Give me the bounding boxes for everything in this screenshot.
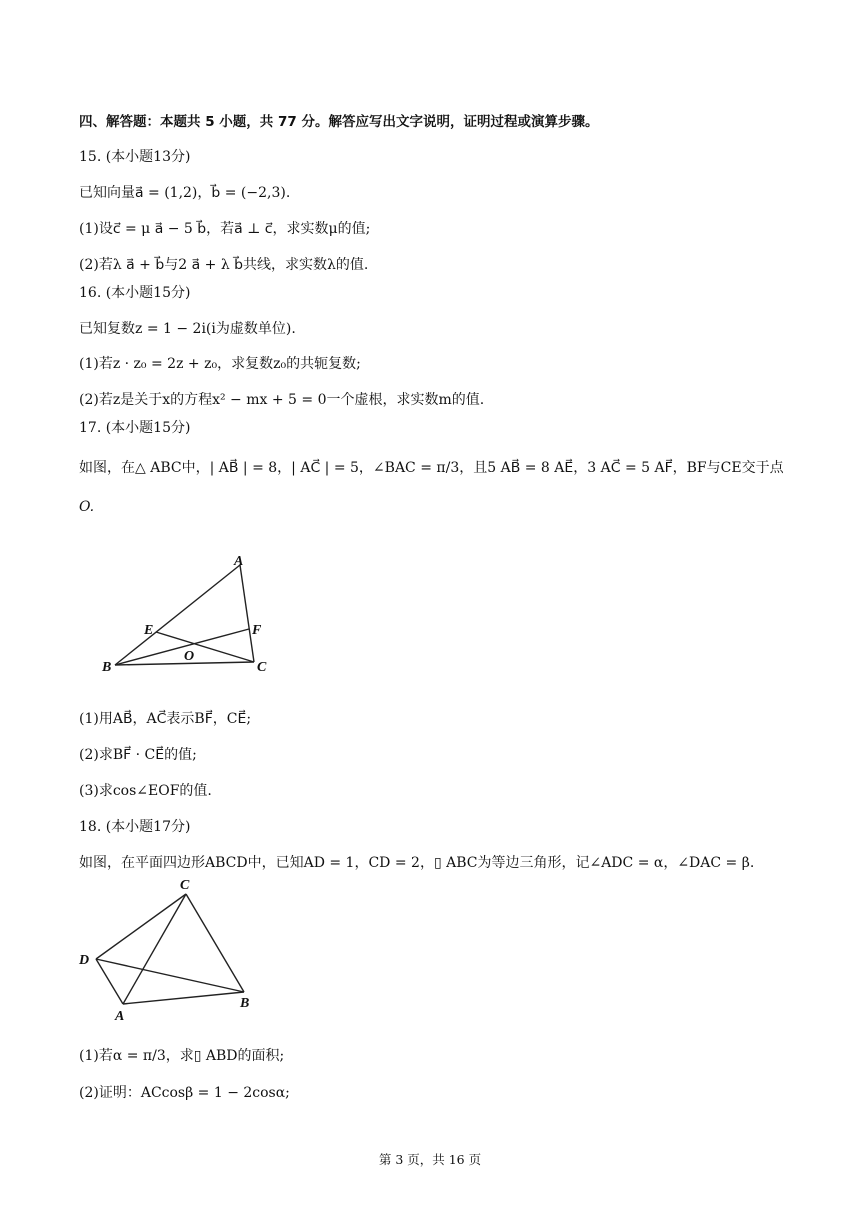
quadrilateral-abcd-figure: [74, 874, 264, 1024]
problem-16-header: 16. (本小题15分): [79, 285, 191, 301]
label-e: E: [144, 623, 154, 638]
problem-18-stem: 如图，在平面四边形ABCD中，已知AD = 1，CD = 2，▯ ABC为等边三角形，记∠ADC = α，∠DAC = β.: [79, 855, 755, 871]
label-o: O: [184, 649, 195, 664]
problem-17-part-2: (2)求BF⃗ · CE⃗的值;: [79, 747, 197, 763]
label-b: B: [102, 660, 112, 675]
label-d: D: [79, 953, 90, 968]
problem-17-stem: 如图，在△ ABC中，| AB⃗ | = 8，| AC⃗ | = 5，∠BAC = π/3，且5 AB⃗ = 8 AE⃗，3 AC⃗ = 5 AF⃗，BF与CE交于点: [79, 460, 784, 476]
problem-15-part-1: (1)设c⃗ = μ a⃗ − 5 b⃗，若a⃗ ⊥ c⃗，求实数μ的值;: [79, 221, 371, 237]
problem-16-part-2: (2)若z是关于x的方程x² − mx + 5 = 0一个虚根，求实数m的值.: [79, 392, 485, 408]
label-c: C: [257, 660, 267, 675]
label-a: A: [234, 554, 244, 569]
problem-18-part-2: (2)证明：ACcosβ = 1 − 2cosα;: [79, 1085, 290, 1101]
problem-15-header: 15. (本小题13分): [79, 149, 191, 165]
problem-17-part-1: (1)用AB⃗，AC⃗表示BF⃗，CE⃗;: [79, 711, 252, 727]
label-c: C: [180, 878, 190, 893]
problem-17-stem-cont: O.: [79, 499, 95, 515]
problem-18-part-1: (1)若α = π/3，求▯ ABD的面积;: [79, 1048, 285, 1064]
page-footer: 第 3 页，共 16 页: [378, 1152, 482, 1167]
problem-18-header: 18. (本小题17分): [79, 819, 191, 835]
label-a: A: [115, 1009, 125, 1024]
triangle-abc-figure: [100, 548, 290, 678]
problem-15-part-2: (2)若λ a⃗ + b⃗与2 a⃗ + λ b⃗共线，求实数λ的值.: [79, 257, 369, 273]
problem-17-header: 17. (本小题15分): [79, 420, 191, 436]
section-title: 四、解答题：本题共 5 小题，共 77 分。解答应写出文字说明，证明过程或演算步骤。: [79, 114, 599, 130]
problem-15-stem: 已知向量a⃗ = (1,2)，b⃗ = (−2,3).: [79, 185, 291, 201]
label-f: F: [252, 623, 262, 638]
label-b: B: [240, 996, 250, 1011]
problem-17-part-3: (3)求cos∠EOF的值.: [79, 783, 212, 799]
problem-16-stem: 已知复数z = 1 − 2i(i为虚数单位).: [79, 321, 296, 337]
problem-16-part-1: (1)若z · z₀ = 2z + z₀，求复数z₀的共轭复数;: [79, 356, 361, 372]
